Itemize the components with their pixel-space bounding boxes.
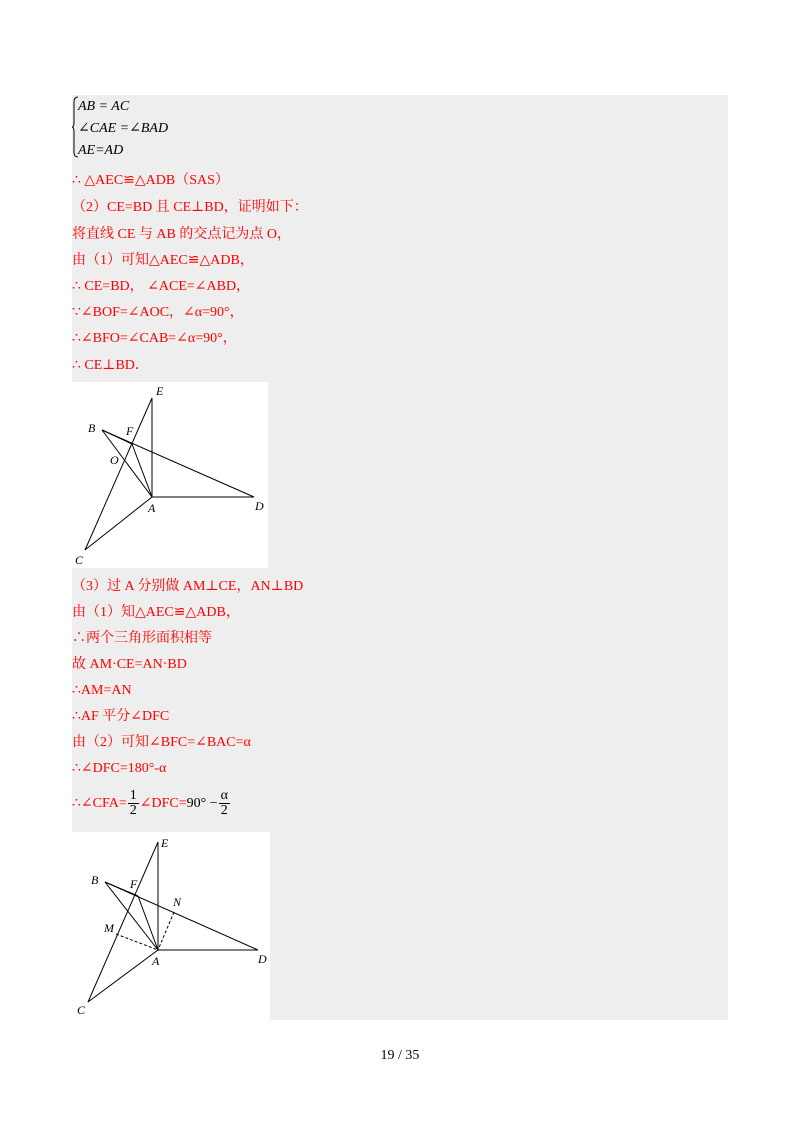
system-eq2: ∠CAE =∠BAD — [78, 121, 169, 136]
proof-line-17 — [72, 788, 231, 820]
proof-line-7: ∴∠BFO=∠CAB=∠α=90°， — [72, 331, 237, 346]
proof-line-8: ∴ CE⊥BD． — [72, 358, 149, 373]
fig2-label-A: A — [152, 954, 160, 968]
line17-suffix: 90° − — [186, 796, 218, 811]
proof-line-9: （3）过 A 分别做 AM⊥CE，AN⊥BD — [72, 579, 304, 594]
proof-line-13: ∴AM=AN — [72, 683, 132, 698]
proof-line-4: 由（1）可知△AEC≌△ADB， — [72, 253, 254, 268]
fig2-label-M: M — [104, 921, 114, 935]
fig2-label-B: B — [91, 873, 99, 887]
fraction-one-half: $\frac{1}{2}$ — [129, 788, 137, 819]
fig1-label-B: B — [88, 421, 96, 435]
fig2-label-N: N — [173, 895, 182, 909]
fig1-label-C: C — [75, 553, 84, 567]
fig1-label-D: D — [255, 499, 264, 513]
proof-line-3: 将直线 CE 与 AB 的交点记为点 O， — [72, 227, 291, 242]
proof-line-11: ∴两个三角形面积相等 — [72, 631, 212, 646]
fig2-label-F: F — [130, 877, 138, 891]
proof-line-15: 由（2）可知∠BFC=∠BAC=α — [72, 735, 251, 750]
system-eq1: AB = AC — [78, 99, 130, 114]
fig1-label-O: O — [110, 453, 119, 467]
fig1-label-F: F — [126, 424, 134, 438]
fig1-label-E: E — [156, 384, 164, 398]
line17-mid: ∠DFC= — [139, 796, 187, 811]
geometry-figure-1 — [72, 382, 268, 568]
line17-prefix: ∴∠CFA= — [72, 796, 127, 811]
proof-line-1: ∴ △AEC≌△ADB（SAS） — [72, 173, 229, 188]
fraction-alpha-half: $\frac{\alpha}{2}$ — [220, 788, 228, 819]
fig1-label-A: A — [148, 501, 156, 515]
system-eq3: AE=AD — [78, 143, 124, 158]
proof-line-12: 故 AM·CE=AN·BD — [72, 657, 187, 672]
proof-line-14: ∴AF 平分∠DFC — [72, 709, 170, 724]
proof-line-16: ∴∠DFC=180°-α — [72, 761, 167, 776]
page-number: 19 / 35 — [380, 1048, 420, 1063]
geometry-figure-2 — [72, 832, 270, 1020]
fig2-label-E: E — [161, 836, 169, 850]
proof-line-10: 由（1）知△AEC≌△ADB， — [72, 605, 240, 620]
proof-line-6: ∵∠BOF=∠AOC，∠α=90°， — [72, 305, 244, 320]
fig2-label-D: D — [258, 952, 267, 966]
equation-system — [78, 96, 168, 162]
proof-line-2: （2）CE=BD 且 CE⊥BD，证明如下： — [72, 200, 308, 215]
proof-line-5: ∴ CE=BD， ∠ACE=∠ABD， — [72, 279, 251, 294]
fig2-label-C: C — [77, 1003, 86, 1017]
